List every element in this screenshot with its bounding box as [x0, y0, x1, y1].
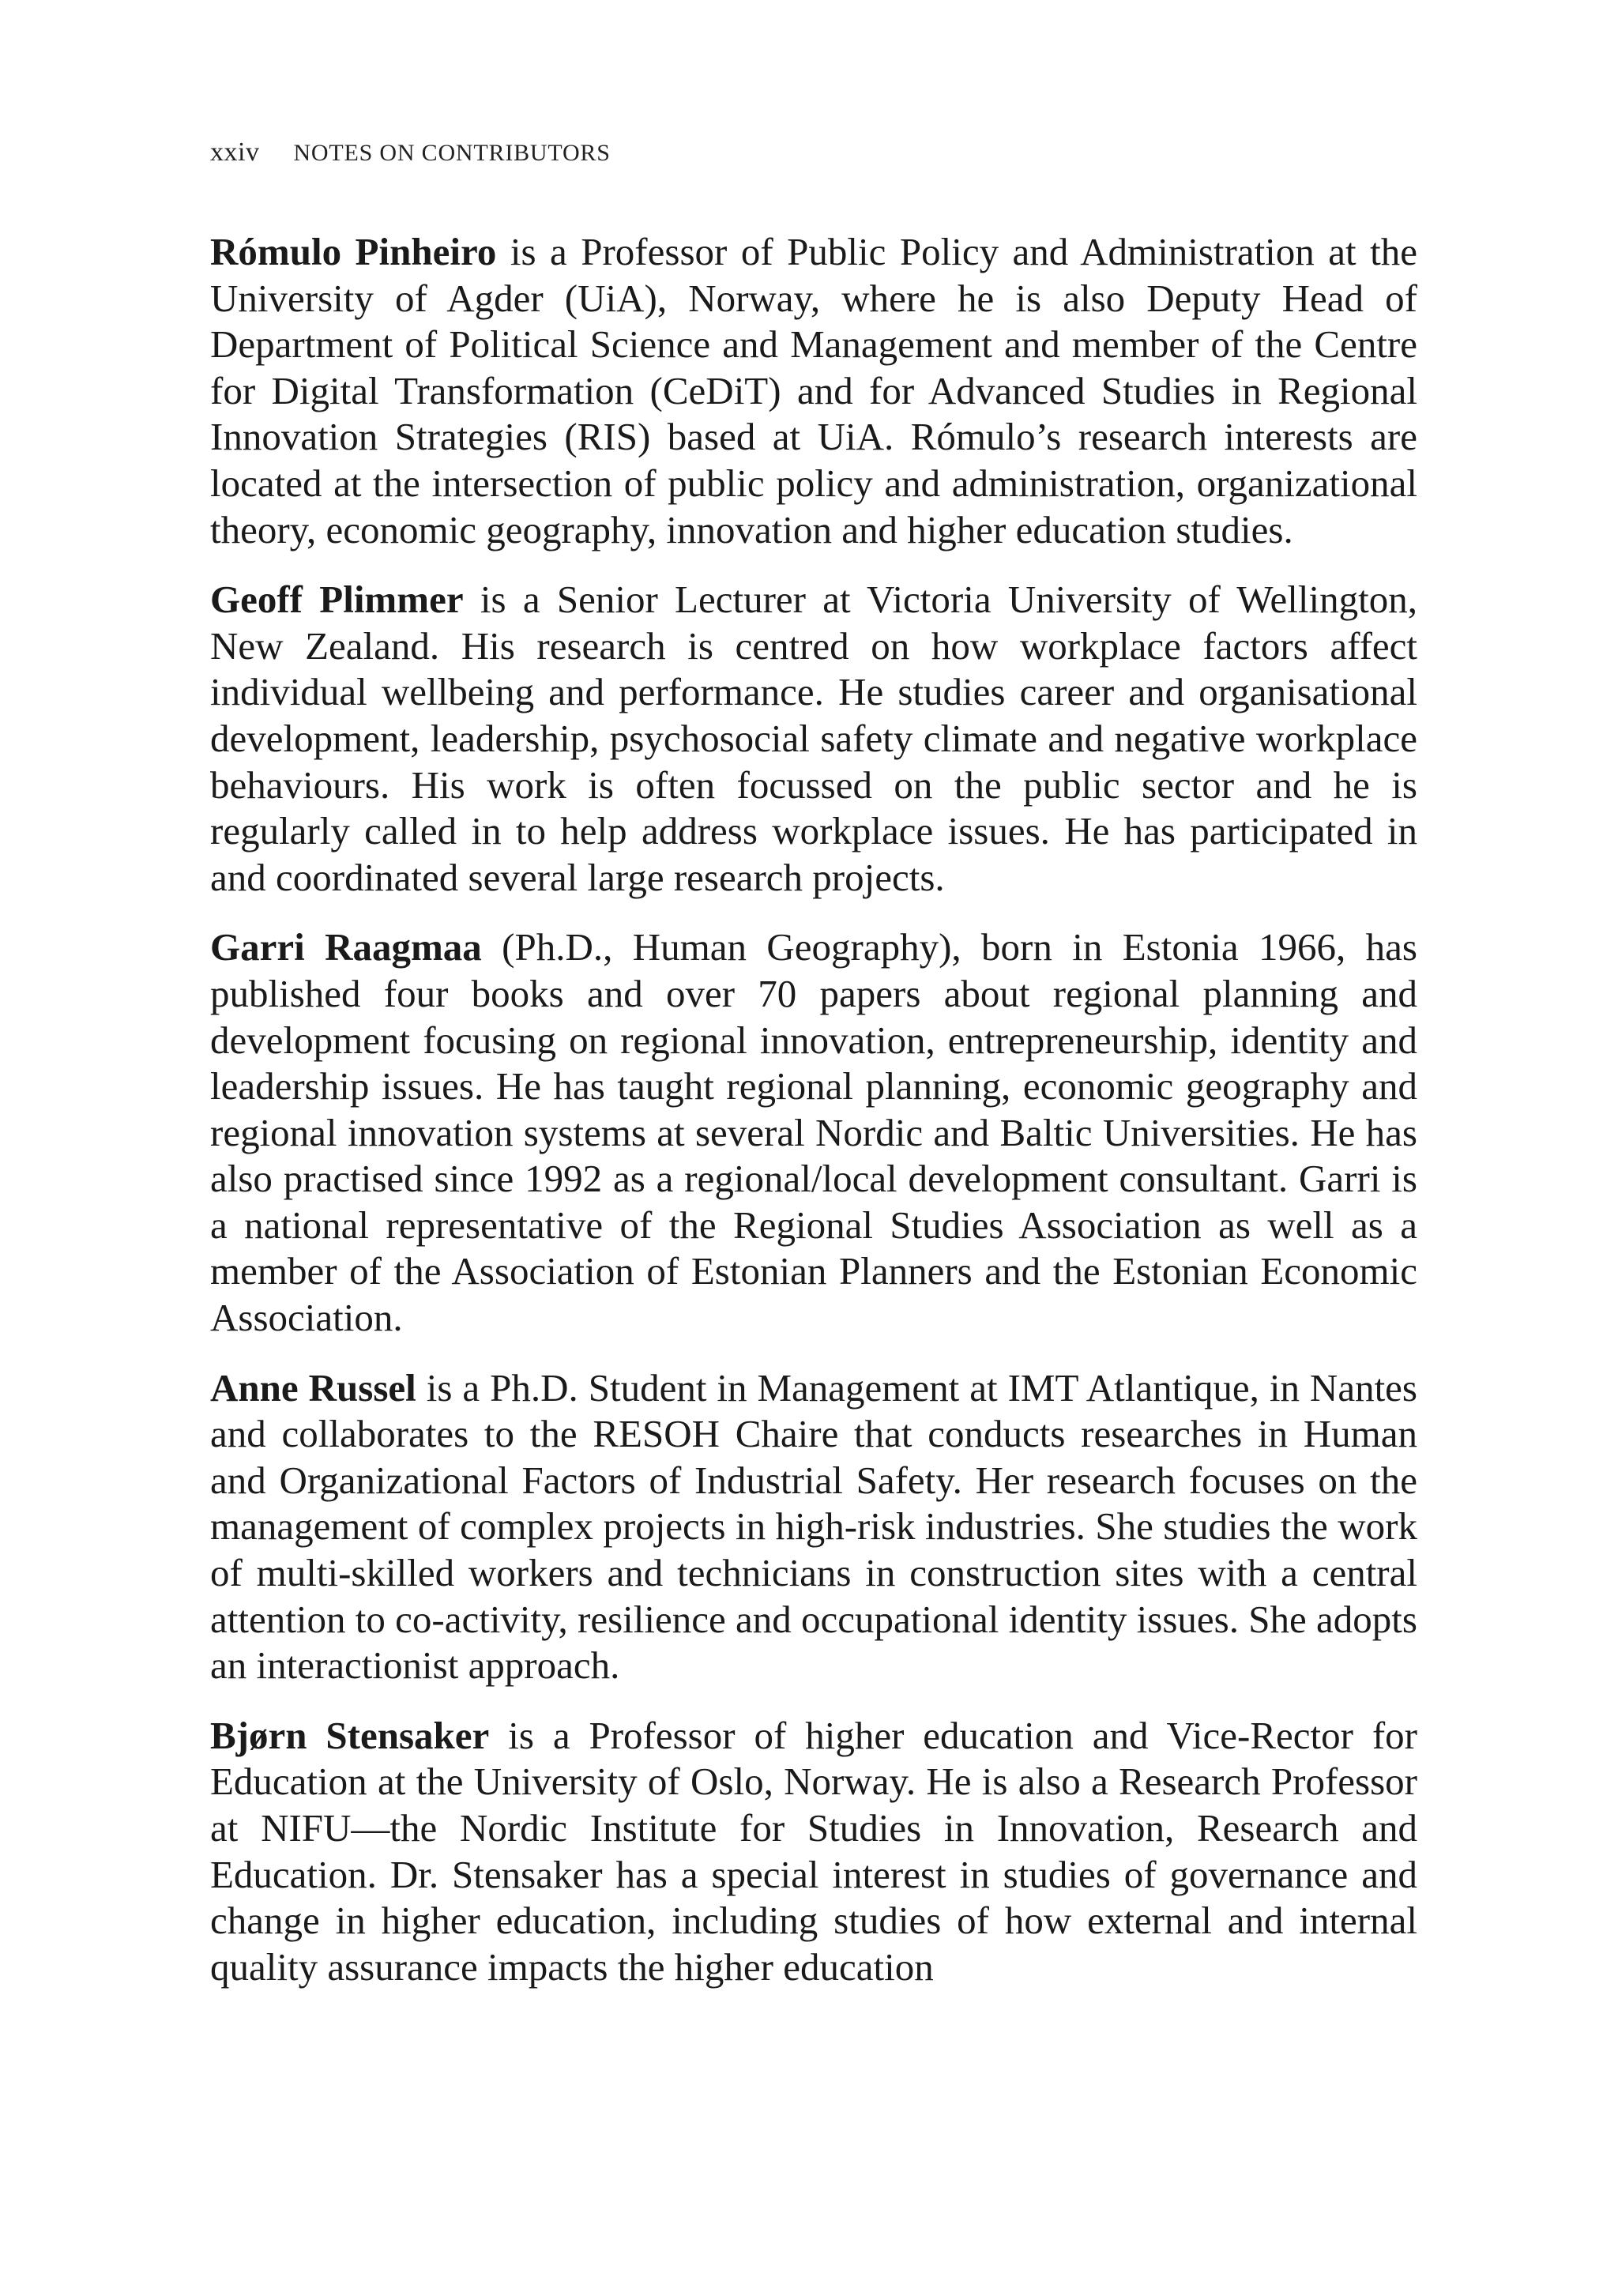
contributor-name: Rómulo Pinheiro — [210, 230, 497, 273]
contributor-entry-stensaker — [210, 1713, 1417, 1991]
contributor-entry-plimmer — [210, 577, 1417, 901]
contributor-bio: is a Professor of Public Policy and Administration at the University of Agder (UiA), Norway, where he is also Deputy Head of Department of Political Science and Management and member of the Centre for Digital Transformation (CeDiT) and for Advanced Studies in Regional Innovation Strategies (RIS) based at UiA. Rómulo’s research interests are located at the intersection of public policy and administration, organizational theory, economic geography, innovation and higher education studies. — [210, 230, 1417, 551]
contributor-bio: (Ph.D., Human Geography), born in Estonia 1966, has published four books and over 70 papers about regional planning and development focusing on regional innovation, entrepreneurship, identity and leadership issues. He has taught regional planning, economic geography and regional innovation systems at several Nordic and Baltic Universities. He has also practised since 1992 as a regional/local development consultant. Garri is a national representative of the Regional Studies Association as well as a member of the Association of Estonian Planners and the Estonian Economic Association. — [210, 925, 1417, 1340]
running-head — [210, 137, 611, 167]
contributor-name: Anne Russel — [210, 1365, 416, 1410]
section-title: NOTES ON CONTRIBUTORS — [293, 140, 611, 166]
contributor-bio: is a Ph.D. Student in Management at IMT Atlantique, in Nantes and collaborates to the RESOH Chaire that conducts researches in Human and Organizational Factors of Industrial Safety. Her research focuses on the management of complex projects in high-risk industries. She studies the work of multi-skilled workers and technicians in construction sites with a central attention to co-activity, resilience and occupational identity issues. She adopts an interactionist approach. — [210, 1365, 1417, 1688]
contributor-name: Geoff Plimmer — [210, 578, 464, 622]
contributor-entry-raagmaa — [210, 924, 1417, 1341]
contributor-bio: is a Senior Lecturer at Victoria University of Wellington, New Zealand. His research is centred on how workplace factors affect individual wellbeing and performance. He studies career and organisational development, leadership, psychosocial safety climate and negative workplace behaviours. His work is often focussed on the public sector and he is regularly called in to help address workplace issues. He has participated in and coordinated several large research projects. — [210, 578, 1418, 899]
contributor-name: Garri Raagmaa — [210, 925, 482, 969]
contributor-name: Bjørn Stensaker — [210, 1713, 490, 1757]
contributor-entry-russel — [210, 1365, 1417, 1689]
contributor-bio: is a Professor of higher education and Vice-Rector for Education at the University of Oslo, Norway. He is also a Research Professor at NIFU—the Nordic Institute for Studies in Innovation, Research and Education. Dr. Stensaker has a special interest in studies of governance and change in higher education, including studies of how external and internal quality assurance impacts the higher education — [210, 1713, 1417, 1989]
page-number: xxiv — [210, 137, 260, 167]
contributor-entry-pinheiro — [210, 229, 1417, 553]
contributor-notes — [210, 229, 1417, 2014]
